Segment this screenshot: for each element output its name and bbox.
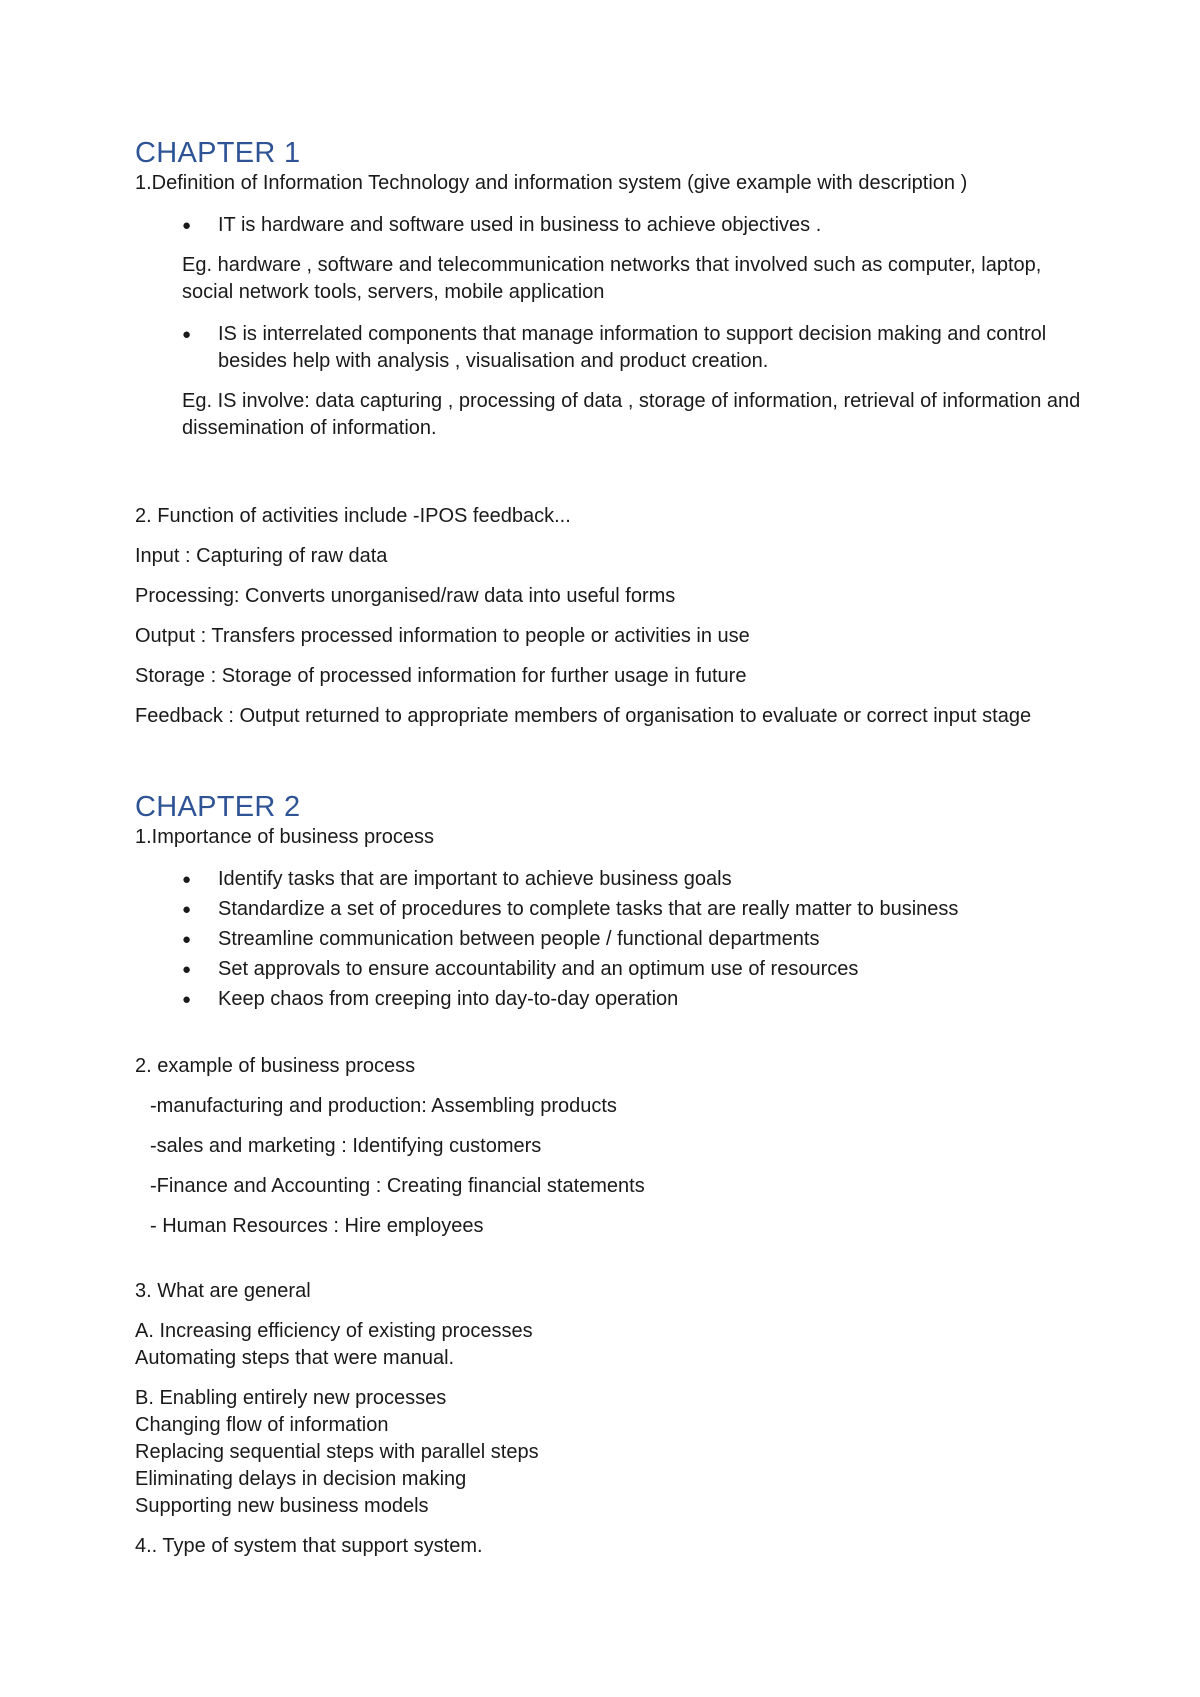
chapter-2-title: CHAPTER 2 bbox=[135, 791, 301, 823]
importance-item: ● Streamline communication between people / functional departments bbox=[135, 926, 1095, 953]
answer-a-line: Automating steps that were manual. bbox=[135, 1347, 455, 1369]
answer-b-block bbox=[135, 1385, 1095, 1520]
ipos-output: Output : Transfers processed information to people or activities in use bbox=[135, 625, 750, 647]
business-process-example: -manufacturing and production: Assembling products bbox=[150, 1095, 617, 1117]
ch2-question-1: 1.Importance of business process bbox=[135, 826, 435, 848]
business-process-example: -sales and marketing : Identifying customers bbox=[150, 1135, 542, 1157]
ch2-question-3: 3. What are general bbox=[135, 1280, 311, 1302]
importance-item: ● Identify tasks that are important to achieve business goals bbox=[135, 866, 1095, 893]
ipos-feedback: Feedback : Output returned to appropriate members of organisation to evaluate or correct input stage bbox=[135, 705, 1032, 727]
importance-list bbox=[135, 866, 1095, 1013]
importance-item: ● Keep chaos from creeping into day-to-day operation bbox=[135, 986, 1095, 1013]
bullet-is-definition: ● IS is interrelated components that manage information to support decision making and control besides help with analysis , visualisation and product creation. bbox=[135, 321, 1095, 375]
answer-b-line: Eliminating delays in decision making bbox=[135, 1468, 467, 1490]
ch1-it-example: Eg. hardware , software and telecommunication networks that involved such as computer, laptop, social network tools, servers, mobile application bbox=[182, 254, 1042, 303]
ch2-question-4: 4.. Type of system that support system. bbox=[135, 1535, 483, 1557]
ch2-question-2: 2. example of business process bbox=[135, 1055, 416, 1077]
ipos-storage: Storage : Storage of processed information for further usage in future bbox=[135, 665, 747, 687]
answer-b-line: Changing flow of information bbox=[135, 1414, 389, 1436]
business-process-example: -Finance and Accounting : Creating financial statements bbox=[150, 1175, 645, 1197]
ipos-processing: Processing: Converts unorganised/raw data into useful forms bbox=[135, 585, 676, 607]
answer-b-line: Supporting new business models bbox=[135, 1495, 429, 1517]
ch1-question-2: 2. Function of activities include -IPOS feedback... bbox=[135, 505, 571, 527]
answer-b-title: B. Enabling entirely new processes bbox=[135, 1387, 447, 1409]
ipos-input: Input : Capturing of raw data bbox=[135, 545, 388, 567]
chapter-1-title: CHAPTER 1 bbox=[135, 137, 301, 169]
business-process-example: - Human Resources : Hire employees bbox=[150, 1215, 484, 1237]
importance-item: ● Set approvals to ensure accountability and an optimum use of resources bbox=[135, 956, 1095, 983]
answer-a-title: A. Increasing efficiency of existing processes bbox=[135, 1320, 533, 1342]
bullet-it-definition: ● IT is hardware and software used in business to achieve objectives . bbox=[135, 212, 1095, 239]
ch1-is-example: Eg. IS involve: data capturing , processing of data , storage of information, retrieval of information and dissemination of information. bbox=[182, 390, 1081, 439]
answer-b-line: Replacing sequential steps with parallel steps bbox=[135, 1441, 539, 1463]
importance-item: ● Standardize a set of procedures to complete tasks that are really matter to business bbox=[135, 896, 1095, 923]
document-page bbox=[135, 136, 1095, 1560]
answer-a-block bbox=[135, 1318, 1095, 1372]
ch1-is-bullet-list bbox=[135, 321, 1095, 375]
ch1-it-bullet-list bbox=[135, 212, 1095, 239]
ch1-question-1: 1.Definition of Information Technology and information system (give example with description ) bbox=[135, 172, 968, 194]
